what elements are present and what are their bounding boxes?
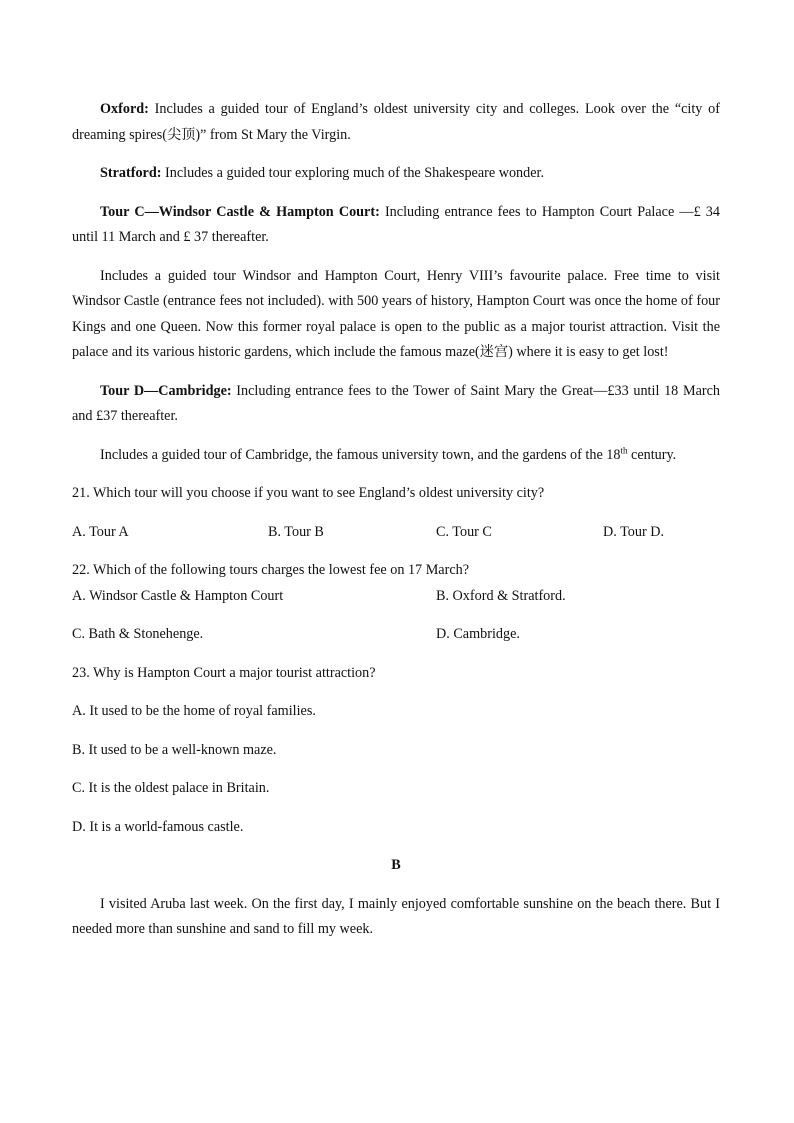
oxford-paragraph <box>72 97 720 148</box>
oxford-text: Includes a guided tour of England’s oldest university city and colleges. Look over the “city of dreaming spires(尖顶)” from St Mary the Virgin. <box>72 101 720 143</box>
question-22-options-row-1 <box>72 584 720 610</box>
section-b-paragraph: I visited Aruba last week. On the first day, I mainly enjoyed comfortable sunshine on the beach there. But I needed more than sunshine and sand to fill my week. <box>72 895 720 937</box>
question-22-option-b: B. Oxford & Stratford. <box>436 587 566 604</box>
question-22-stem: 22. Which of the following tours charges the lowest fee on 17 March? <box>72 562 470 578</box>
question-21-option-b: B. Tour B <box>268 523 324 540</box>
oxford-heading: Oxford: <box>100 101 149 117</box>
question-22-option-d: D. Cambridge. <box>436 626 520 642</box>
tour-c-paragraph <box>72 200 720 251</box>
tour-c-text: Including entrance fees to Hampton Court Palace —£ 34 until 11 March and £ 37 thereafter. <box>72 203 720 245</box>
question-23-option-b: B. It used to be a well-known maze. <box>72 741 277 758</box>
question-23-option-d: D. It is a world-famous castle. <box>72 818 244 835</box>
question-21-option-d: D. Tour D. <box>603 523 665 540</box>
question-21-stem: 21. Which tour will you choose if you want to see England’s oldest university city? <box>72 485 545 501</box>
tour-c-heading: Tour C—Windsor Castle & Hampton Court: <box>100 203 380 220</box>
question-22-options-row-2 <box>72 622 720 648</box>
tour-d-desc-sup: th <box>620 444 628 455</box>
stratford-heading: Stratford: <box>100 165 162 181</box>
question-21-option-c: C. Tour C <box>436 523 492 540</box>
stratford-paragraph <box>72 161 720 187</box>
question-22-option-c: C. Bath & Stonehenge. <box>72 626 204 642</box>
tour-d-paragraph <box>72 379 720 430</box>
question-23-option-a: A. It used to be the home of royal families. <box>72 703 316 719</box>
tour-c-description: Includes a guided tour Windsor and Hampton Court, Henry VIII’s favourite palace. Free time to visit Windsor Castle (entrance fees not included). with 500 years of history, Hampton Court was once the home of four Kings and one Queen. Now this former royal palace is open to the public as a major tourist attraction. Visit the palace and its various historic gardens, which include the famous maze(迷宫) where it is easy to get lost! <box>72 267 720 360</box>
tour-d-description <box>72 443 720 469</box>
document-page <box>72 97 720 943</box>
question-21-options <box>72 520 720 546</box>
tour-d-text: Including entrance fees to the Tower of Saint Mary the Great—£33 until 18 March and £37 thereafter. <box>72 382 720 424</box>
question-21-option-a: A. Tour A <box>72 523 129 540</box>
question-22-option-a: A. Windsor Castle & Hampton Court <box>72 587 284 604</box>
question-23-stem: 23. Why is Hampton Court a major tourist attraction? <box>72 664 376 681</box>
question-23-option-c: C. It is the oldest palace in Britain. <box>72 780 270 796</box>
tour-d-heading: Tour D—Cambridge: <box>100 382 232 399</box>
tour-d-desc-after: century. <box>627 446 677 463</box>
section-b-label: B <box>391 857 401 873</box>
stratford-text: Includes a guided tour exploring much of the Shakespeare wonder. <box>161 165 545 181</box>
tour-d-desc-before: Includes a guided tour of Cambridge, the famous university town, and the gardens of the 18 <box>100 446 621 463</box>
